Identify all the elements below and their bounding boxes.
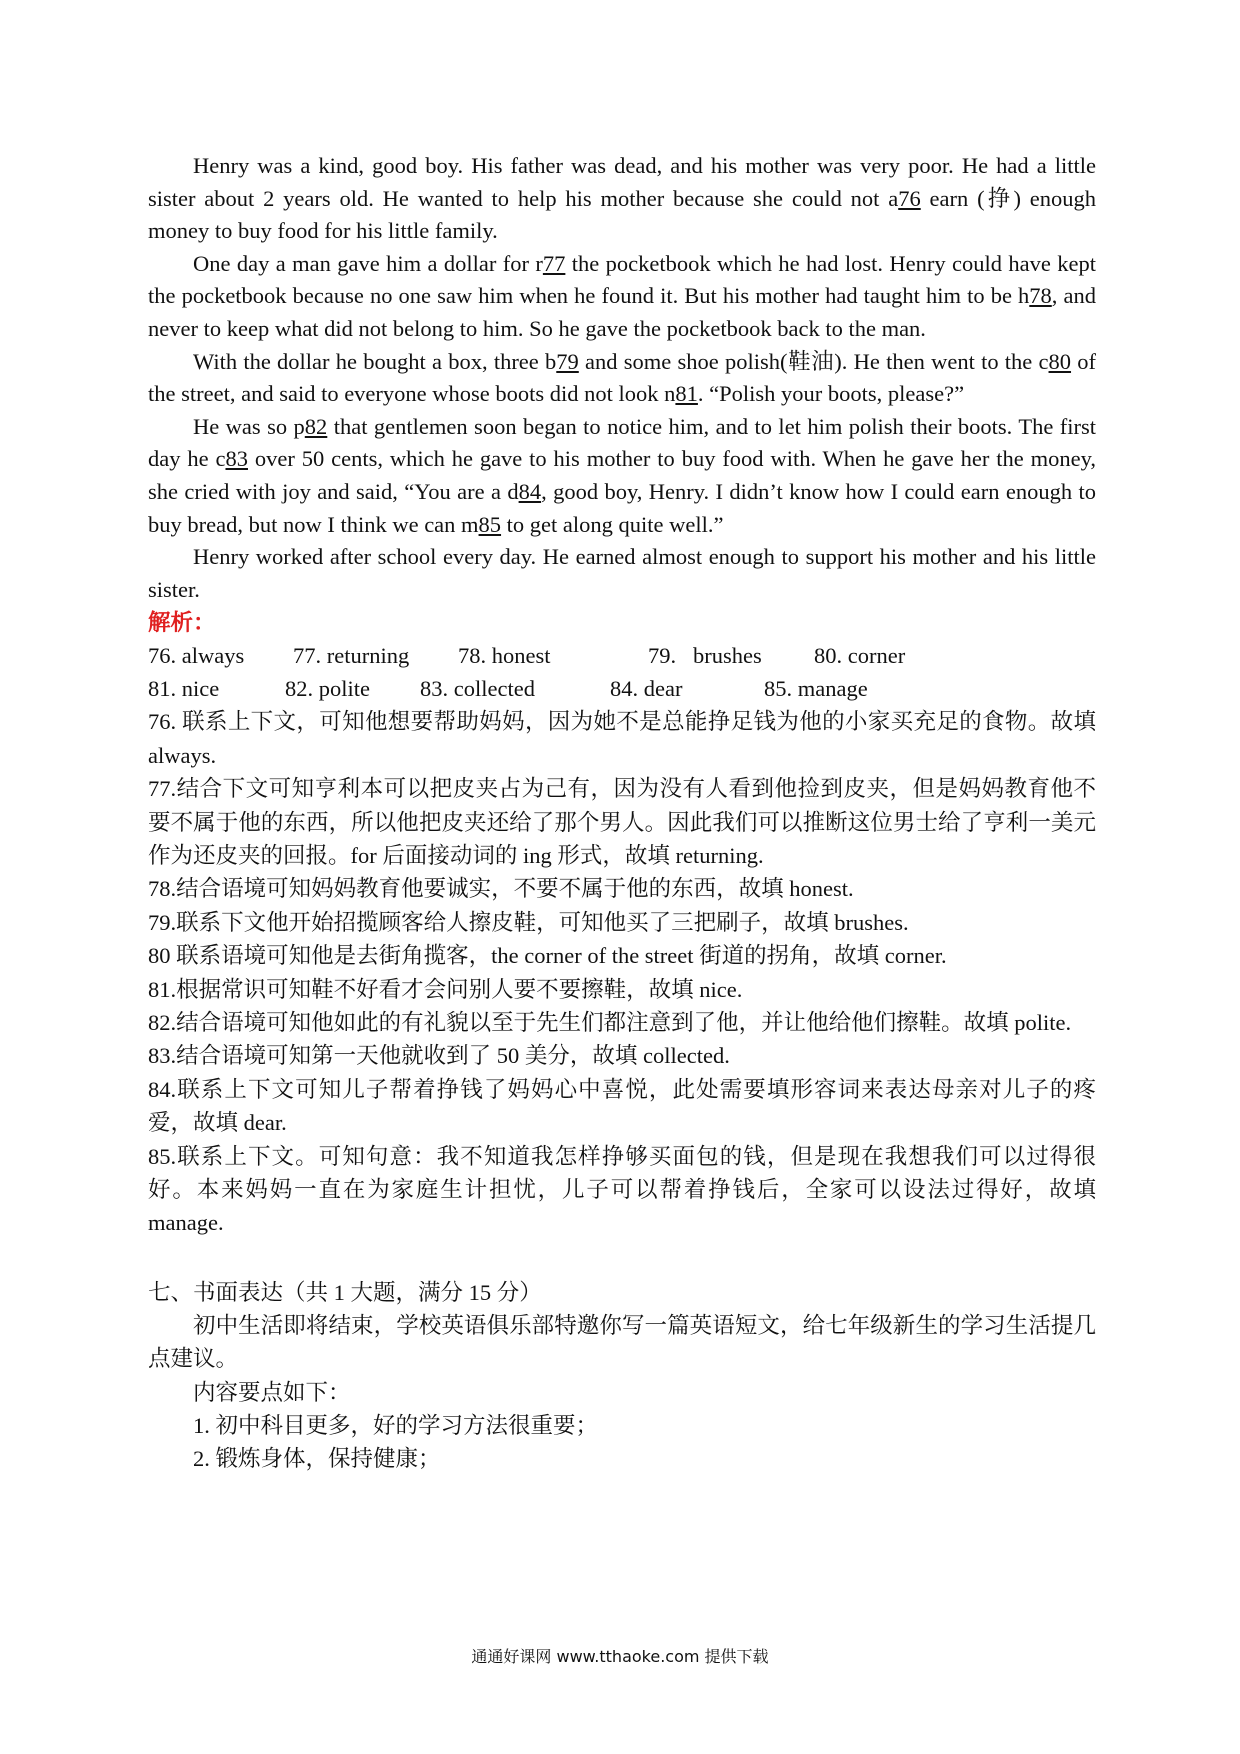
answer-item: 84. dear: [610, 676, 683, 702]
text: earn (挣) enough money to buy food for his little family.: [148, 185, 1096, 244]
text: , good boy, Henry. I didn’t know how I could earn enough to buy bread, but now I think we can m: [148, 478, 1096, 537]
answer-heading: 解析：: [148, 610, 216, 636]
text: One day a man gave him a dollar for r: [193, 250, 543, 276]
answer-row-2: [148, 672, 1096, 705]
passage-paragraph-1: [148, 150, 1096, 248]
answer-item: 80. corner: [814, 643, 906, 669]
text: With the dollar he bought a box, three b: [193, 348, 557, 374]
passage-paragraph-3: [148, 346, 1096, 411]
section-title: 七、书面表达（共 1 大题，满分 15 分）: [148, 1279, 542, 1305]
blank-number: 80: [1048, 348, 1072, 374]
text: and some shoe polish(鞋油). He then went to the c: [578, 348, 1049, 374]
explanation-80: 80 联系语境可知他是去街角揽客，the corner of the street 街道的拐角，故填 corner.: [148, 943, 947, 969]
passage-paragraph-5: Henry worked after school every day. He earned almost enough to support his mother and his little sister.: [148, 544, 1096, 602]
answer-item: 77. returning: [293, 643, 410, 669]
text: He was so p: [193, 413, 305, 439]
blank-number: 78: [1029, 283, 1052, 309]
blank-number: 81: [675, 381, 698, 407]
explanation-76: 76. 联系上下文，可知他想要帮助妈妈，因为她不是总能挣足钱为他的小家买充足的食物。故填 always.: [148, 709, 1096, 768]
text: of the street, and said to everyone whose boots did not look n: [148, 348, 1097, 407]
point-item-1: 1. 初中科目更多，好的学习方法很重要；: [193, 1413, 599, 1439]
blank-number: 82: [304, 413, 328, 439]
explanation-78: 78.结合语境可知妈妈教育他要诚实，不要不属于他的东西，故填 honest.: [148, 876, 854, 902]
answer-item: 85. manage: [764, 676, 868, 702]
document-page: [148, 150, 1096, 1476]
explanation-79: 79.联系下文他开始招揽顾客给人擦皮鞋，可知他买了三把刷子，故填 brushes.: [148, 909, 909, 935]
explanation-85: 85.联系上下文。可知句意：我不知道我怎样挣够买面包的钱，但是现在我想我们可以过得很好。本来妈妈一直在为家庭生计担忧，儿子可以帮着挣钱后，全家可以设法过得好，故填 manage.: [148, 1143, 1096, 1236]
blank-number: 83: [225, 446, 248, 472]
answer-item: 81. nice: [148, 676, 220, 702]
explanation-81: 81.根据常识可知鞋不好看才会问别人要不要擦鞋，故填 nice.: [148, 976, 743, 1002]
blank-number: 77: [542, 250, 566, 276]
points-label: 内容要点如下：: [193, 1379, 351, 1405]
blank-number: 85: [478, 511, 502, 537]
explanation-84: 84.联系上下文可知儿子帮着挣钱了妈妈心中喜悦，此处需要填形容词来表达母亲对儿子的疼爱，故填 dear.: [148, 1076, 1096, 1136]
explanation-77: 77.结合下文可知亨利本可以把皮夹占为己有，因为没有人看到他捡到皮夹，但是妈妈教育他不要不属于他的东西，所以他把皮夹还给了那个男人。因此我们可以推断这位男士给了亨利一美元作为还皮夹的回报。for 后面接动词的 ing 形式，故填 returning.: [148, 776, 1096, 868]
point-item-2: 2. 锻炼身体，保持健康；: [193, 1446, 441, 1472]
answer-item: 82. polite: [285, 676, 370, 702]
passage-paragraph-4: [148, 411, 1096, 541]
text: to get along quite well.”: [501, 511, 724, 537]
text: that gentlemen soon began to notice him, and to let him polish their boots. The first day he c: [148, 413, 1096, 472]
explanation-83: 83.结合语境可知第一天他就收到了 50 美分，故填 collected.: [148, 1043, 730, 1069]
answer-item: 78. honest: [458, 643, 551, 669]
text: Henry was a kind, good boy. His father was dead, and his mother was very poor. He had a little sister about 2 years old. He wanted to help his mother because she could not a: [148, 153, 1096, 211]
text: , and never to keep what did not belong to him. So he gave the pocketbook back to the man.: [148, 283, 1096, 341]
blank-number: 84: [518, 478, 542, 504]
blank-number: 76: [898, 185, 921, 211]
page-footer: 通通好课网 www.tthaoke.com 提供下载: [471, 1647, 769, 1666]
text: the pocketbook which he had lost. Henry could have kept the pocketbook because no one saw him when he found it. But his mother had taught him to be h: [148, 250, 1096, 309]
blank-number: 79: [556, 348, 579, 374]
passage-paragraph-2: [148, 248, 1096, 346]
answer-item: 76. always: [148, 643, 245, 669]
writing-prompt: 初中生活即将结束，学校英语俱乐部特邀你写一篇英语短文，给七年级新生的学习生活提几点建议。: [148, 1312, 1096, 1372]
answer-row-1: [148, 639, 1096, 672]
answer-item: 83. collected: [420, 676, 535, 702]
answer-item: 79. brushes: [648, 643, 762, 669]
text: over 50 cents, which he gave to his mother to buy food with. When he gave her the money, she cried with joy and said, “You are a d: [148, 446, 1096, 504]
text: . “Polish your boots, please?”: [697, 381, 965, 407]
explanation-82: 82.结合语境可知他如此的有礼貌以至于先生们都注意到了他，并让他给他们擦鞋。故填 polite.: [148, 1009, 1072, 1035]
